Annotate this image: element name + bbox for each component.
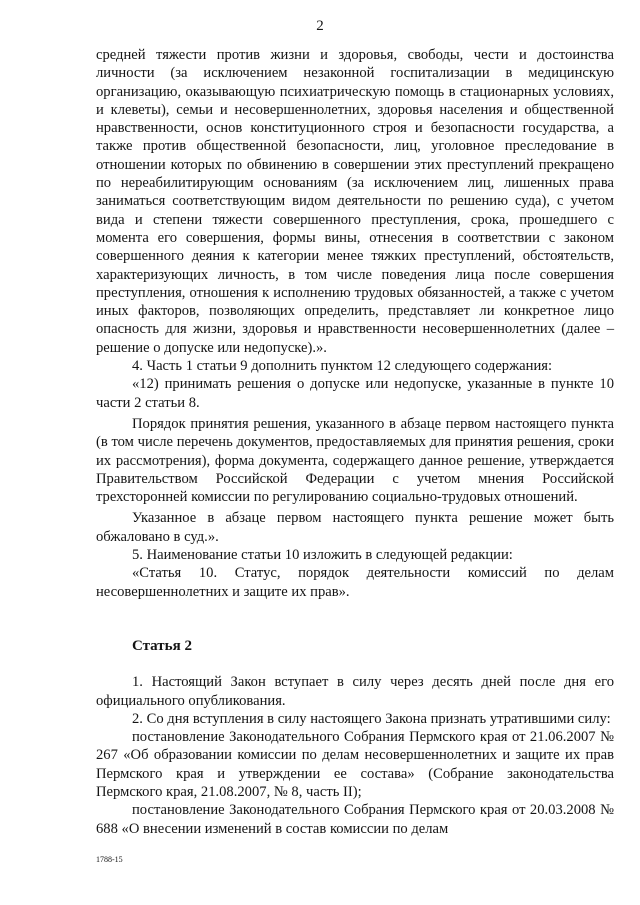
paragraph: 1. Настоящий Закон вступает в силу через десять дней после дня его официального опубликования. <box>96 674 614 709</box>
footer-code: 1788-15 <box>96 855 123 864</box>
paragraph: Порядок принятия решения, указанного в абзаце первом настоящего пункта (в том числе перечень документов, предоставляемых для принятия решения, сроки их рассмотрения), форма документа, содержащего данное решение, утверждается Правительством Российской Федерации с учетом мнения Российской трехсторонней комиссии по регулированию социально-трудовых отношений. <box>96 415 614 506</box>
paragraph: 4. Часть 1 статьи 9 дополнить пунктом 12 следующего содержания: <box>132 358 553 375</box>
paragraph: «12) принимать решения о допуске или недопуске, указанные в пункте 10 части 2 статьи 8. <box>96 376 614 411</box>
paragraph: 5. Наименование статьи 10 изложить в следующей редакции: <box>132 547 513 564</box>
paragraph: Указанное в абзаце первом настоящего пункта решение может быть обжаловано в суд.». <box>96 510 614 545</box>
paragraph: «Статья 10. Статус, порядок деятельности комиссий по делам несовершеннолетних и защите их прав». <box>96 565 614 600</box>
amendment-paragraphs <box>96 46 614 601</box>
paragraph: постановление Законодательного Собрания Пермского края от 21.06.2007 № 267 «Об образовании комиссии по делам несовершеннолетних и защите их прав Пермского края и утверждении ее состава» (Собрание законодательства Пермского края, 21.08.2007, № 8, часть II); <box>96 729 614 800</box>
article-heading: Статья 2 <box>132 637 192 654</box>
paragraph: 2. Со дня вступления в силу настоящего Закона признать утратившими силу: <box>132 710 611 727</box>
paragraph: средней тяжести против жизни и здоровья, свободы, чести и достоинства личности (за исключением незаконной госпитализации в медицинскую организацию, оказывающую психиатрическую помощь в стационарных условиях, и клеветы), семьи и несовершеннолетних, здоровья населения и общественной нравственности, основ конституционного строя и безопасности государства, а также против общественной безопасности, лиц, уголовное преследование в отношении которых по обвинению в совершении этих преступлений прекращено по нереабилитирующим основаниям (за исключением лиц, лишенных права заниматься соответствующим видом деятельности по решению суда), с учетом вида и степени тяжести совершенного преступления, срока, прошедшего с момента его совершения, формы вины, отнесения в соответствии с законом совершенного деяния к категории менее тяжких преступлений, обстоятельств, характеризующих личность, в том числе поведения лица после совершения преступления, отношения к исполнению трудовых обязанностей, а также с учетом иных факторов, позволяющих определить, представляет ли конкретное лицо опасность для жизни, здоровья и нравственности несовершеннолетних (далее – решение о допуске или недопуске).». <box>96 47 614 356</box>
document-body <box>96 46 614 838</box>
page-number: 2 <box>316 18 324 34</box>
article-paragraphs <box>96 673 614 838</box>
paragraph: постановление Законодательного Собрания Пермского края от 20.03.2008 № 688 «О внесении изменений в состав комиссии по делам <box>96 802 614 837</box>
